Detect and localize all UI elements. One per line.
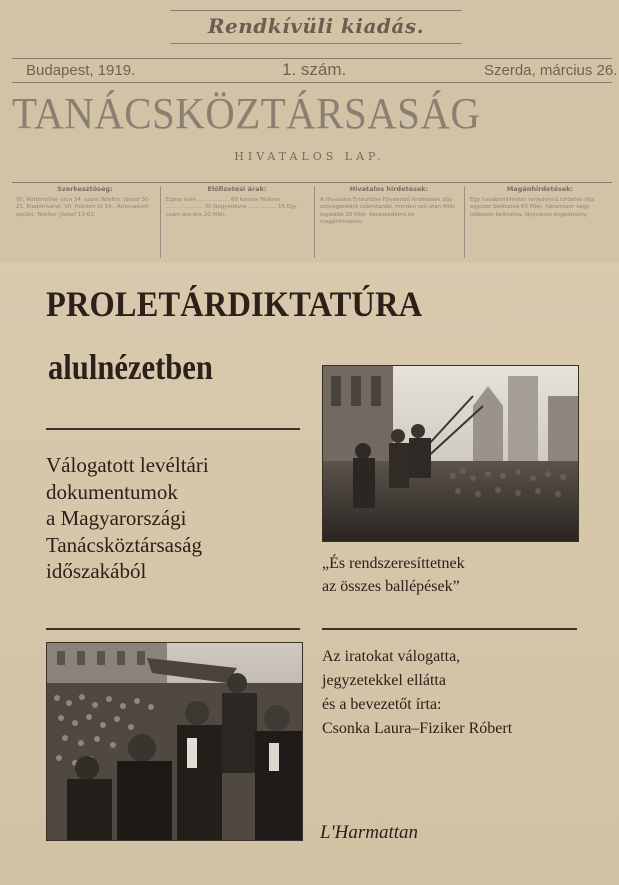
book-description: [46, 452, 209, 585]
crowd-photo-square: [322, 365, 579, 542]
book-title: PROLETÁRDIKTATÚRA: [46, 284, 423, 324]
description-line: a Magyarországi: [46, 506, 187, 530]
columns-top-rule: [12, 182, 612, 183]
masthead-top-rule: [170, 10, 462, 11]
place-year: Budapest, 1919.: [26, 62, 136, 79]
column-text: VII, Rottenbiller utca 34. szám Telefon: József 30-21. Kiadóhivatal: VII, Hokkori út 54., Athenaeum épület. Telefon: József 13-01.: [16, 196, 151, 218]
masthead-column-1: [16, 186, 154, 256]
description-line: Tanácsköztársaság: [46, 532, 202, 557]
issue-date: Szerda, március 26.: [484, 62, 618, 79]
masthead-column-4: [470, 186, 610, 256]
description-line: Válogatott levéltári: [46, 453, 209, 477]
editors-line: és a bevezetőt írta:: [322, 696, 442, 713]
column-text: Egy hasábmilliméter terjedelmű hirdetés díja egyszer beiktatva 60 fillér, háromszor vagy többször beiktatva. Nyilvános engedmény.: [470, 196, 595, 218]
column-divider: [160, 186, 161, 258]
column-heading: Hivatalos hirdetések:: [349, 186, 429, 193]
column-divider: [464, 186, 465, 258]
dateline-top-rule: [12, 58, 612, 59]
column-text: Egész évre .................. 60 korona Félévre ..................... 30 Negyedévre ................ 15 Egy szám ára ára 20 fillér.: [166, 196, 297, 218]
issue-number: 1. szám.: [282, 60, 347, 79]
editors-line: Csonka Laura–Fiziker Róbert: [322, 720, 513, 737]
book-subtitle: alulnézetben: [48, 347, 213, 387]
column-heading: Magánhirdetések:: [506, 186, 574, 193]
book-quote: [322, 552, 465, 598]
quote-rule: [322, 628, 577, 630]
crowd-photo-wide: [46, 642, 303, 841]
column-heading: Előfizetési árak:: [207, 186, 267, 193]
newspaper-masthead: [0, 0, 619, 262]
masthead-column-3: [320, 186, 458, 256]
book-editors: [322, 645, 512, 741]
publisher-name: L'Harmattan: [320, 822, 419, 843]
editors-line: jegyzetekkel ellátta: [322, 672, 446, 689]
column-text: A Hivatalos Értesítőbe fölveendő hirdetések díja szövegenként számítandó, minden szó után fillér, legalább 30 fillér. Kereskedelmi és magánhirdetés.: [320, 196, 457, 225]
description-line: dokumentumok: [46, 479, 178, 504]
column-divider: [314, 186, 315, 258]
publisher-logo: [320, 822, 418, 844]
quote-line: az összes ballépések”: [322, 578, 460, 595]
quote-line: „És rendszeresíttetnek: [322, 555, 465, 572]
editors-line: Az iratokat válogatta,: [322, 648, 461, 665]
newspaper-subtitle: HIVATALOS LAP.: [234, 150, 385, 163]
dateline-bottom-rule: [12, 82, 612, 83]
masthead-column-2: [166, 186, 308, 256]
description-rule: [46, 628, 300, 630]
edition-label: Rendkívüli kiadás.: [207, 14, 425, 38]
column-heading: Szerkesztőség:: [57, 186, 113, 193]
masthead-edition-rule: [170, 43, 462, 44]
newspaper-title: TANÁCSKÖZTÁRSASÁG: [12, 89, 481, 138]
description-line: időszakából: [46, 559, 147, 583]
title-rule: [46, 428, 300, 430]
